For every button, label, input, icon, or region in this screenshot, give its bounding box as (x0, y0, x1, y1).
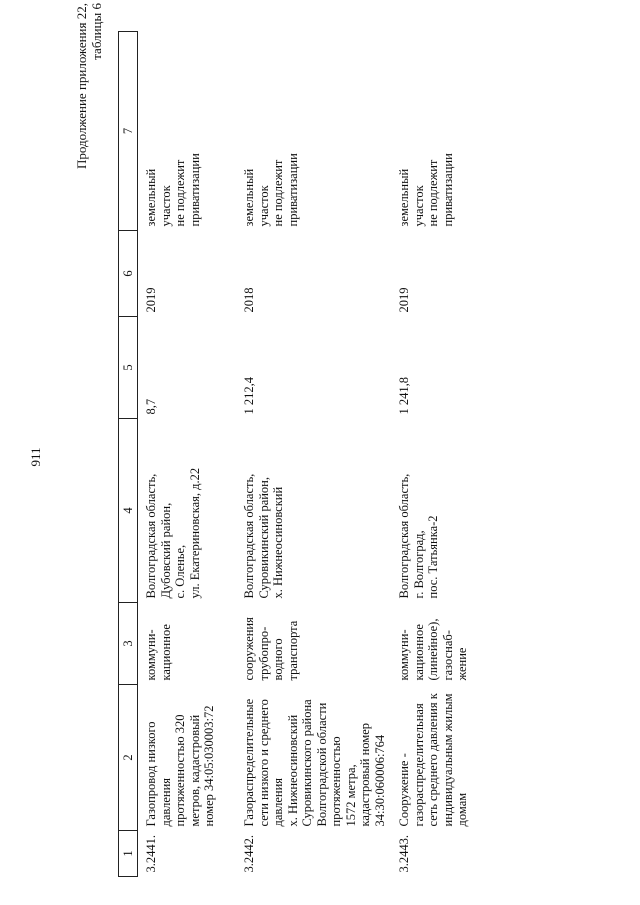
item-note: земельный участок не подлежит приватизации (144, 153, 202, 227)
item-address: Волгоградская область, Суровикинский район, х. Нижнеосиновский (242, 473, 285, 599)
item-year: 2018 (242, 287, 256, 313)
table-row (391, 32, 489, 877)
column-number: 2 (119, 685, 138, 831)
item-name: Сооружение - газораспределительная сеть среднего давления к индивидуальным жилым домам (397, 693, 469, 827)
item-number: 3.2441. (144, 835, 158, 873)
item-name: Газопровод низкого давления протяженностью 320 метров, кадастровый номер 34:05:030003:72 (144, 705, 216, 827)
column-number-row (119, 32, 138, 877)
item-value: 1 241,8 (397, 377, 411, 415)
item-year: 2019 (397, 287, 411, 313)
item-address: Волгоградская область, г. Волгоград, пос. Татьянка-2 (397, 473, 440, 599)
continuation-line-2: таблицы 6 (89, 3, 104, 60)
item-type: коммуни- кационное (линейное), газоснаб- жение (397, 618, 469, 681)
item-type: сооружения трубопро- водного транспорта (242, 617, 300, 681)
item-name: Газораспределительные сети низкого и среднего давления х. Нижнеосиновский Суровикинского района Волгоградской области протяженностью 1572 метра, кадастровый номер 34:30:060006:764 (242, 698, 387, 827)
column-number: 4 (119, 419, 138, 603)
item-number: 3.2443. (397, 835, 411, 873)
column-number: 3 (119, 603, 138, 685)
column-number: 7 (119, 32, 138, 231)
item-note: земельный участок не подлежит приватизации (397, 153, 455, 227)
property-table (118, 31, 489, 877)
table-row (138, 32, 237, 877)
item-number: 3.2442. (242, 835, 256, 873)
column-number: 6 (119, 231, 138, 317)
item-value: 1 212,4 (242, 377, 256, 415)
continuation-header (74, 3, 104, 169)
item-type: коммуни- кационное (144, 624, 173, 681)
item-address: Волгоградская область, Дубовский район, с. Оленье, ул. Екатериновская, д.22 (144, 467, 202, 599)
page-number: 911 (28, 447, 43, 467)
item-note: земельный участок не подлежит приватизации (242, 153, 300, 227)
continuation-line-1: Продолжение приложения 22, (74, 3, 89, 170)
column-number: 5 (119, 317, 138, 419)
table-row (236, 32, 391, 877)
item-year: 2019 (144, 287, 158, 313)
item-value: 8,7 (144, 398, 158, 415)
column-number: 1 (119, 831, 138, 877)
